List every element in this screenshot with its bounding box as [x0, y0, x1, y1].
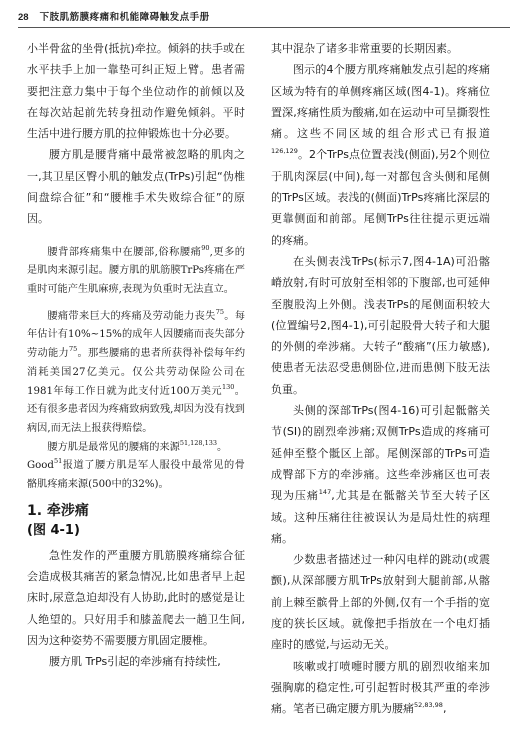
header-rule — [18, 27, 510, 28]
citation: 130 — [221, 382, 235, 391]
citation: 90 — [201, 243, 210, 252]
sidebar-box — [27, 244, 245, 495]
running-title: 下肢肌筋膜疼痛和机能障碍触发点手册 — [39, 12, 210, 23]
box-text: 腰背部疼痛集中在腰部,俗称腰痛 — [47, 246, 202, 258]
citation: 75 — [68, 345, 78, 354]
paragraph: 少数患者描述过一种闪电样的跳动(或震颤),从深部腰方肌TrPs放射到大腿前部,从髂前上棘至髌骨上部的外侧,仅有一个手指的宽度的狭长区域。就像把手指放在一个电灯插座时的感觉,与运动无关。 — [271, 553, 490, 652]
box-paragraph — [27, 439, 245, 458]
paragraph: 小半骨盆的坐骨(抵抗)牵拉。倾斜的扶手或在水平扶手上加一靠垫可纠正短上臂。患者需要把注意力集中于每个坐位动作的前倾以及在每次站起前先转身扭动作避免倾斜。平时生活中进行腰方肌的拉伸锻炼也十分必要。 — [27, 42, 245, 141]
box-text: 报道了腰方肌是军人服役中最常见的骨骼肌疼痛来源(500中的32%)。 — [27, 460, 245, 491]
box-paragraph — [27, 308, 245, 439]
paragraph-text: 咳嗽或打喷嚏时腰方肌的剧烈收缩来加强胸廓的稳定性,可引起暂时极其严重的牵涉痛。笔者已确定腰方肌为腰痛 — [271, 659, 490, 716]
running-header — [18, 10, 510, 26]
citation: 52,83,98 — [414, 701, 443, 710]
paragraph-text: , — [442, 702, 447, 716]
box-text: ,更多的是肌肉来源引起。腰方肌的肌筋膜TrPs疼痛在严重时可能产生肌麻痹,表现为负重时无法直立。 — [27, 246, 245, 296]
box-text: 腰方肌是最常见的腰痛的来源 — [47, 441, 180, 453]
paragraph: 腰方肌 TrPs引起的牵涉痛有持续性, — [49, 655, 221, 669]
citation: 147 — [318, 488, 332, 497]
box-text: 。 — [217, 441, 228, 453]
box-paragraph — [27, 244, 245, 300]
left-column — [27, 38, 245, 673]
right-column — [271, 38, 490, 720]
box-text: 。那些腰痛的患者所获得补偿每年约消耗美国27亿美元。仅公共劳动保险公司在1981年每工作日就为此支付近100万美元 — [27, 348, 246, 397]
box-paragraph — [27, 457, 245, 494]
box-text: 。每年估计有10%~15%的成年人因腰痛而丧失部分劳动能力 — [27, 310, 246, 360]
paragraph — [271, 59, 490, 251]
paragraph: 在头侧表浅TrPs(标示7,图4-1A)可沿髂嵴放射,有时可放射至相邻的下腹部,也可延伸至腹股沟上外侧。浅表TrPs的尾侧面积较大(位置编号2,图4-1),可引起股骨大转子和大腿的外侧的牵涉痛。大转子“酸痛”(压力敏感),使患者无法忍受患侧卧位,进而患侧下肢无法负重。 — [271, 254, 490, 396]
spacer — [27, 230, 245, 244]
box-text: 。还有很多患者因为疼痛致病致残,却因为没有找到病因,而无法上报获得赔偿。 — [27, 385, 245, 434]
paragraph-text: 头侧的深部TrPs(图4-16)可引起骶髂关节(SI)的剧烈牵涉痛;双侧TrPs造成的疼痛可延伸至整个骶区上部。尾侧深部的TrPs可造成臀部下方的牵涉痛。这些牵涉痛区也可表现为压痛 — [271, 404, 490, 503]
spacer — [27, 300, 245, 308]
section-subtitle: (图 4-1) — [27, 522, 80, 538]
paragraph — [271, 400, 490, 549]
paragraph: 其中混杂了诸多非常重要的长期因素。 — [271, 42, 458, 55]
citation: 75 — [215, 307, 224, 316]
citation: 51 — [53, 457, 63, 466]
page-number: 28 — [18, 12, 29, 23]
paragraph: 急性发作的严重腰方肌筋膜疼痛综合征会造成极其痛苦的紧急情况,比如患者早上起床时,尿意急迫却没有人协助,此时的感觉是让人绝望的。只好用手和膝盖爬去一趟卫生间,因为这种姿势不需要腰方肌固定腰椎。 — [27, 548, 245, 647]
section-title: 1. 牵涉痛 — [27, 502, 89, 519]
paragraph — [271, 656, 490, 720]
paragraph-text: 。2个TrPs点位置表浅(侧面),另2个则位于肌肉深层(中间),每一对都包含头侧和尾侧的TrPs区域。表浅的(侧面)TrPs疼痛比深层的更靠侧面和前部。尾侧TrPs往往提示更远端的疼痛。 — [271, 148, 490, 247]
paragraph: 腰方肌是腰背痛中最常被忽略的肌肉之一,其卫星区臀小肌的触发点(TrPs)引起“伪椎间盘综合征”和“腰椎手术失败综合征”的原因。 — [27, 148, 245, 226]
box-text: 腰痛带来巨大的疼痛及劳动能力丧失 — [47, 310, 216, 322]
paragraph-text: ,尤其是在骶髂关节至大转子区域。这种压痛往往被误认为是局灶性的病理痛。 — [271, 489, 491, 545]
box-text: Good — [27, 460, 54, 472]
citation: 51,128,133 — [179, 438, 218, 447]
citation: 126,129 — [271, 147, 298, 156]
paragraph-text: 图示的4个腰方肌疼痛触发点引起的疼痛区域为特有的单侧疼痛区域(图4-1)。疼痛位置深,疼痛性质为酸痛,如在运动中可呈撕裂性痛。这些不同区域的组合形式已有报道 — [271, 63, 490, 141]
